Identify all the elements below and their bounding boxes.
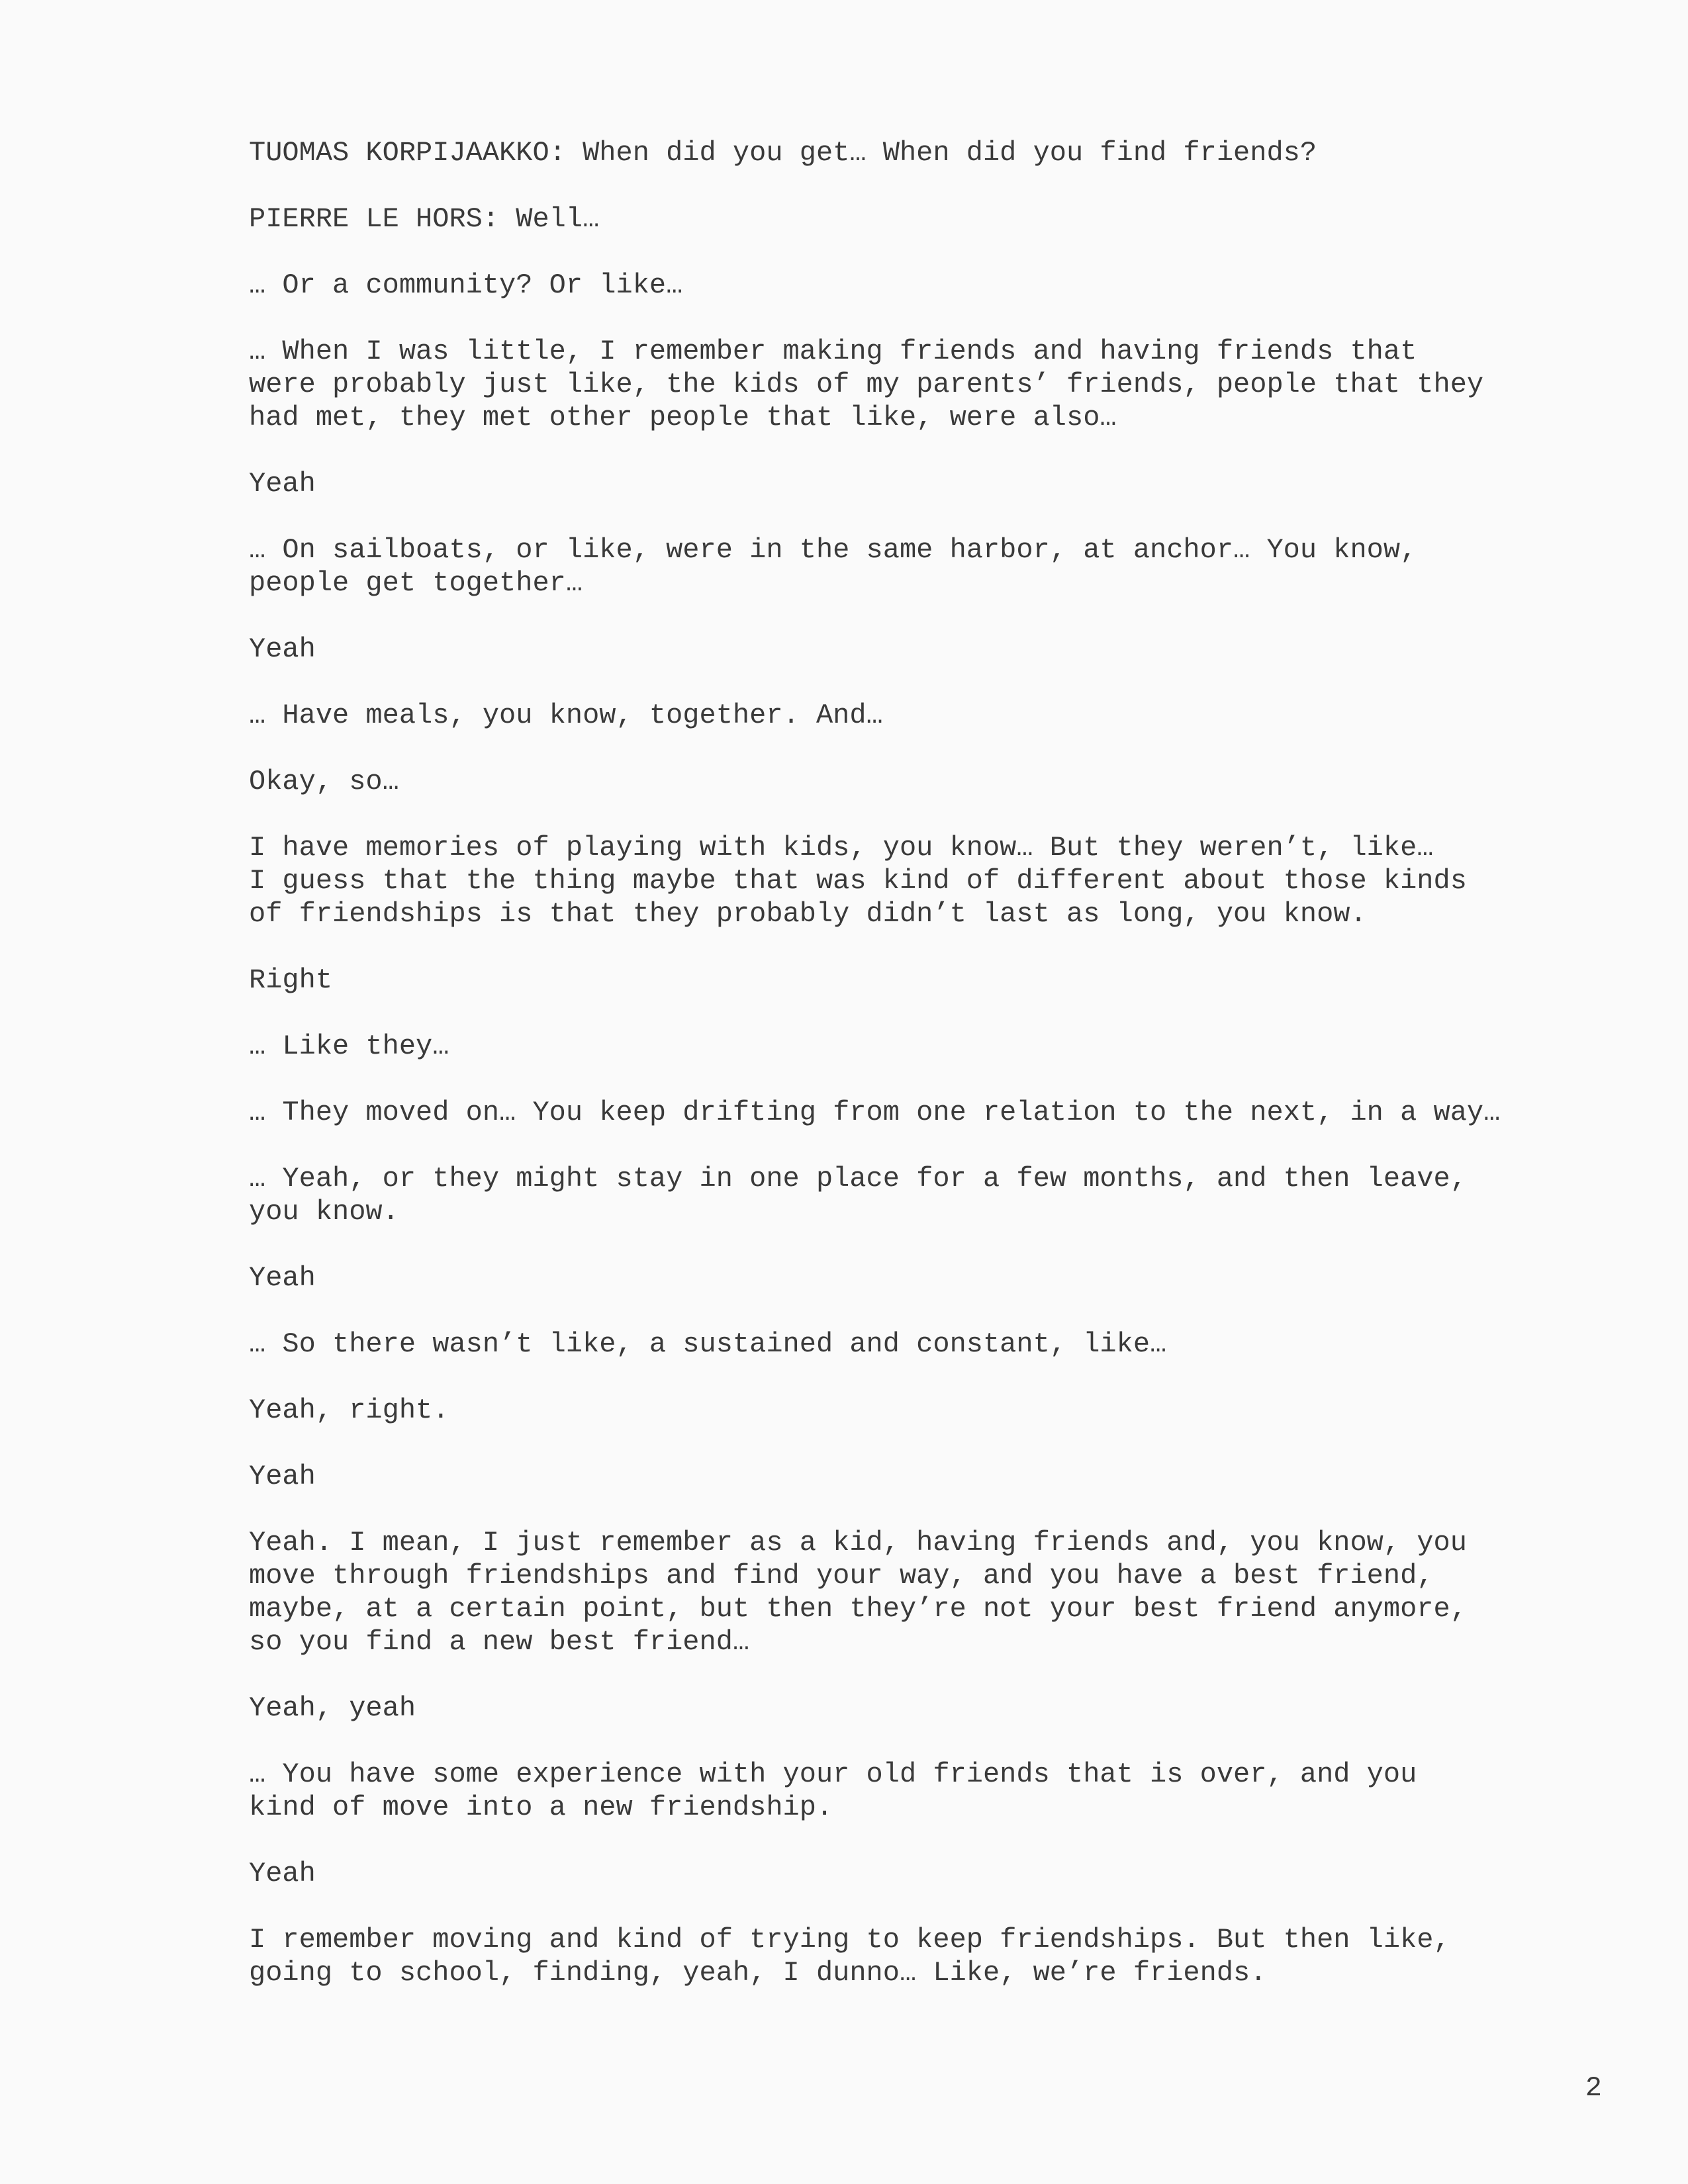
- transcript-paragraph: … Have meals, you know, together. And…: [249, 700, 883, 731]
- transcript-paragraph: Yeah: [249, 1262, 316, 1294]
- transcript-paragraph: … You have some experience with your old friends that is over, and you kind of move into a new friendship.: [249, 1758, 1417, 1823]
- transcript-paragraph: Yeah: [249, 468, 316, 500]
- transcript-paragraph: Yeah, right.: [249, 1394, 449, 1426]
- transcript-paragraph: Right: [249, 964, 333, 996]
- transcript-paragraph: Yeah. I mean, I just remember as a kid, having friends and, you know, you move through friendships and find your way, and you have a best friend, maybe, at a certain point, but then they’re not your best friend anymore, so you find a new best friend…: [249, 1527, 1467, 1658]
- transcript-paragraph: … Yeah, or they might stay in one place for a few months, and then leave, you know.: [249, 1163, 1467, 1228]
- transcript-paragraph: … They moved on… You keep drifting from one relation to the next, in a way…: [249, 1097, 1501, 1128]
- transcript-paragraph: Yeah: [249, 633, 316, 665]
- transcript-paragraph: PIERRE LE HORS: Well…: [249, 203, 600, 235]
- transcript-paragraph: Okay, so…: [249, 766, 399, 797]
- transcript-paragraph: TUOMAS KORPIJAAKKO: When did you get… When did you find friends?: [249, 137, 1317, 169]
- transcript-paragraph: I have memories of playing with kids, you know… But they weren’t, like… I guess that the thing maybe that was kind of different about those kinds of friendships is that they probably didn’t last as long, you know.: [249, 832, 1467, 930]
- transcript-paragraph: Yeah: [249, 1858, 316, 1889]
- transcript-paragraph: Yeah: [249, 1461, 316, 1492]
- transcript-paragraph: … Or a community? Or like…: [249, 269, 683, 301]
- transcript-paragraph: … Like they…: [249, 1030, 449, 1062]
- transcript-paragraph: … On sailboats, or like, were in the same harbor, at anchor… You know, people get together…: [249, 534, 1417, 599]
- transcript-paragraph: Yeah, yeah: [249, 1692, 416, 1724]
- interview-transcript: [249, 136, 1546, 2023]
- transcript-paragraph: … So there wasn’t like, a sustained and constant, like…: [249, 1328, 1167, 1360]
- transcript-paragraph: … When I was little, I remember making friends and having friends that were probably just like, the kids of my parents’ friends, people that they had met, they met other people that like, were also…: [249, 336, 1484, 433]
- transcript-paragraph: I remember moving and kind of trying to keep friendships. But then like, going to school, finding, yeah, I dunno… Like, we’re friends.: [249, 1924, 1450, 1989]
- page-number: 2: [1585, 2072, 1602, 2104]
